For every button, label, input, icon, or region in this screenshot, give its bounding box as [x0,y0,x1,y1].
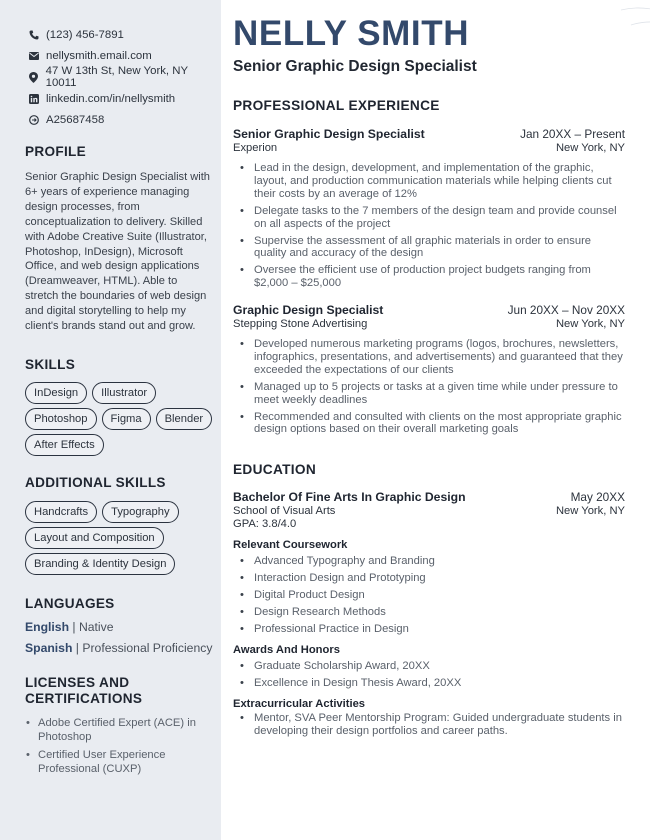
decorative-wave-lines [621,0,650,90]
additional-skill-chip: Typography [102,501,178,523]
email-text[interactable]: nellysmith.email.com [46,49,152,62]
coursework-heading: Relevant Coursework [233,539,348,551]
contact-address [27,67,217,88]
awards-heading: Awards And Honors [233,644,340,656]
language-spanish [25,641,212,655]
coursework-item: • Digital Product Design [233,587,625,604]
graduation-date: May 20XX [570,490,625,504]
job-entry [233,127,625,294]
id-text: A25687458 [46,113,105,126]
coursework-list [233,553,625,638]
linkedin-text[interactable]: linkedin.com/in/nellysmith [46,92,176,105]
envelope-icon [27,49,40,62]
job-bullets [233,338,625,436]
job-bullets [233,162,625,290]
job-bullet: • Lead in the design, development, and implementation of the graphic, layout, and production communication materials while helping clients cut their costs by an average of 12% [233,162,625,201]
phone-text: (123) 456-7891 [46,28,124,41]
experience-heading: PROFESSIONAL EXPERIENCE [233,98,440,113]
school-location: New York, NY [555,505,625,517]
skills-chips [25,382,215,456]
skill-chip: Figma [102,408,151,430]
phone-icon [27,28,40,41]
additional-skill-chip: Layout and Composition [25,527,164,549]
linkedin-icon [27,92,40,105]
job-bullet: • Developed numerous marketing programs (logos, brochures, newsletters, infographics, presentations, and advertisements) and guaranteed that they exceeded the expectations of our clients [233,338,625,377]
job-bullet: • Recommended and consulted with clients on the most appropriate graphic design options based on their overall marketing goals [233,411,625,437]
skill-chip: Blender [156,408,213,430]
school: School of Visual Arts [233,505,336,517]
job-dates: Jan 20XX – Present [520,127,625,141]
coursework-item: • Interaction Design and Prototyping [233,570,625,587]
job-entry [233,303,625,440]
job-bullet: • Supervise the assessment of all graphic materials in order to ensure quality and accuracy of the design [233,235,625,261]
candidate-name: NELLY SMITH [233,14,470,53]
education-heading: EDUCATION [233,462,317,477]
language-level: Professional Proficiency [82,641,213,655]
job-bullet: • Managed up to 5 projects or tasks at a given time while under pressure to meet weekly deadlines [233,381,625,407]
job-role: Graphic Design Specialist [233,303,384,317]
licenses-heading: LICENSES AND CERTIFICATIONS [25,675,143,706]
awards-list [233,658,625,692]
skill-chip: After Effects [25,434,104,456]
gpa: GPA: 3.8/4.0 [233,518,297,530]
skill-chip: Illustrator [92,382,156,404]
location-pin-icon [27,71,40,84]
skill-chip: Photoshop [25,408,97,430]
job-role: Senior Graphic Design Specialist [233,127,425,141]
job-location: New York, NY [555,142,625,154]
license-item: • Certified User Experience Professional (CUXP) [25,748,215,776]
activity-item: • Mentor, SVA Peer Mentorship Program: Guided undergraduate students in developing their design portfolios and career paths. [233,712,625,738]
coursework-item: • Design Research Methods [233,604,625,621]
license-item: • Adobe Certified Expert (ACE) in Photoshop [25,716,215,744]
language-separator: | [72,620,79,634]
coursework-item: • Professional Practice in Design [233,621,625,638]
additional-skills-heading: ADDITIONAL SKILLS [25,475,166,490]
globe-icon [27,113,40,126]
award-item: • Graduate Scholarship Award, 20XX [233,658,625,675]
job-location: New York, NY [555,318,625,330]
language-level: Native [78,620,114,634]
job-company: Experion [233,142,278,154]
job-company: Stepping Stone Advertising [233,318,368,330]
contact-phone [27,24,217,45]
address-text: 47 W 13th St, New York, NY 10011 [45,65,188,90]
contact-email [27,45,217,66]
profile-heading: PROFILE [25,144,87,159]
additional-skill-chip: Branding & Identity Design [25,553,175,575]
additional-skills-chips [25,501,215,575]
language-name: Spanish [25,641,73,655]
contact-id [27,109,217,130]
job-bullet: • Delegate tasks to the 7 members of the design team and provide counsel on all aspects of the project [233,205,625,231]
language-name: English [25,620,70,634]
skill-chip: InDesign [25,382,87,404]
additional-skill-chip: Handcrafts [25,501,97,523]
job-dates: Jun 20XX – Nov 20XX [507,303,625,317]
profile-text: Senior Graphic Design Specialist with 6+ years of experience managing design processes, from conceptualization to delivery. Skilled with Adobe Creative Suite (Illustrator, Photoshop, InDesign), Microsoft Office, and web design applications (Dreamweaver, HTML). Able to stretch the boundaries of web design and digital storytelling to help my client's brands stand out and grow. [25,171,210,333]
education-entry [233,490,625,738]
degree: Bachelor Of Fine Arts In Graphic Design [233,490,466,504]
licenses-list [25,716,215,780]
skills-heading: SKILLS [25,357,76,372]
contact-list [27,24,217,130]
languages-heading: LANGUAGES [25,596,115,611]
main-content [221,0,650,840]
activities-list [233,712,625,738]
language-separator: | [75,641,83,655]
candidate-title: Senior Graphic Design Specialist [233,58,477,75]
coursework-item: • Advanced Typography and Branding [233,553,625,570]
language-english [25,620,114,634]
contact-linkedin [27,88,217,109]
job-bullet: • Oversee the efficient use of production project budgets ranging from $2,000 – $25,000 [233,264,625,290]
sidebar [0,0,221,840]
activities-heading: Extracurricular Activities [233,698,366,710]
award-item: • Excellence in Design Thesis Award, 20XX [233,675,625,692]
